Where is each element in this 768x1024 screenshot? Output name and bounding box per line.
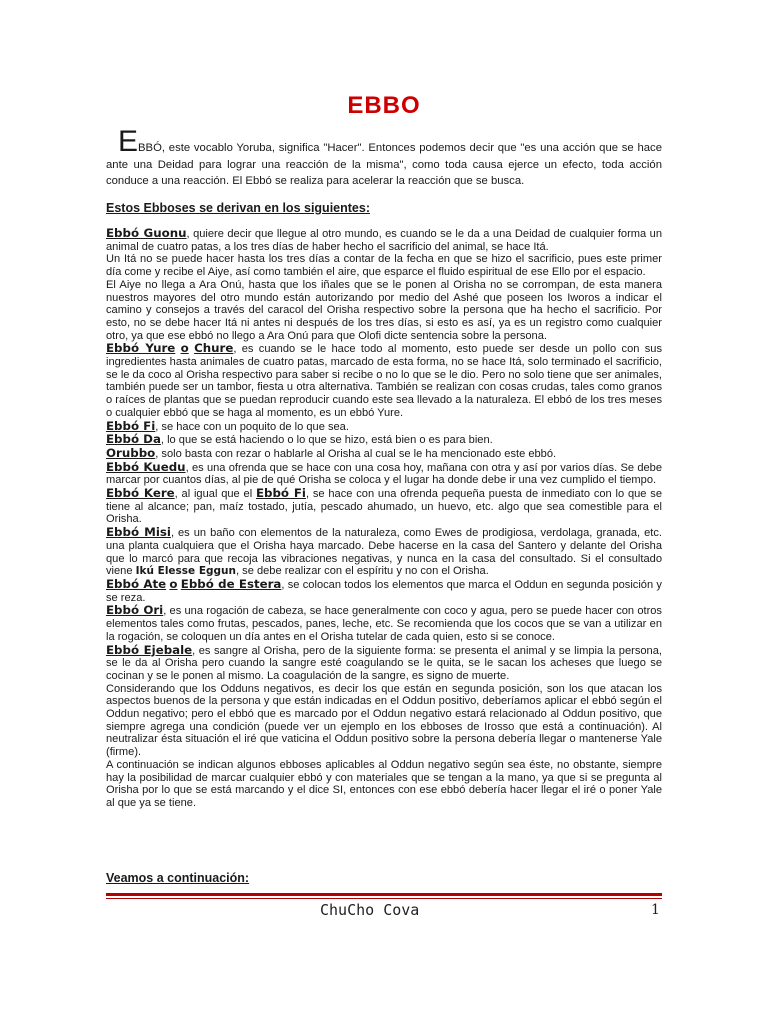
paragraph-considerando: Considerando que los Odduns negativos, es decir los que están en segunda posición, son los que atacan los aspectos buenos de la persona y que están indicadas en el Oddun positivo, deberíamos aplicar el ebbó según el Oddun negativo; pero el ebbó que es marcado por el Oddun negativo estará relacionado al Oddun positivo, que siempre agrega una condición (puede ver un ejemplo en los ebboses de Irosso que está a continuación). Al neutralizar ésta situación el iré que vaticina el Oddun positivo sobre la persona debería llegar o mantenerse Yale (firme). xyxy=(106,682,662,759)
paragraph-guonu xyxy=(106,227,662,253)
text-kere-2: , se hace con una ofrenda pequeña puesta de inmediato con lo que se tiene al alcance; pan, maíz tostado, jutía, pescado ahumado, un huevo, etc. algo que sea comestible para el Orisha. xyxy=(106,488,662,526)
paragraph-ori xyxy=(106,604,662,643)
paragraph-continuacion: A continuación se indican algunos ebboses aplicables al Oddun negativo según sea éste, no obstante, siempre hay la posibilidad de marcar cualquier ebbó y con materiales que se tengan a la mano, ya que si se pregunta al Orisha por lo que se está marcando y el dice SI, entonces con ese ebbó debería hacer llegar el iré o poner Yale al que ya se tiene. xyxy=(106,758,662,809)
drop-cap: E xyxy=(118,125,139,158)
text-yure: , es cuando se le hace todo al momento, esto puede ser desde un pollo con sus ingredientes hasta animales de cuatro patas, marcado de esta forma, no se hace Itá, solo terminado el sacrificio, se le da coco al Orisha respectivo para saber si recibe o no lo que se le dio. Pero no solo tiene que ser animales, también puede ser un tambor, fiesta u otra alternativa. También se realizan con cosas crudas, tales como granos o raíces de plantas que se puedan reproducir cuando este sea llevado a la naturaleza. El ebbó de los tres meses o cualquier ebbó que se haga al momento, es un ebbó Yure. xyxy=(106,343,662,419)
footer-rule-thick xyxy=(106,893,662,896)
paragraph-kuedu xyxy=(106,461,662,487)
term-ebbo-ejebale: Ebbó Ejebale xyxy=(106,642,193,657)
document-body xyxy=(106,227,662,810)
footer-rule-thin xyxy=(106,898,662,899)
term-ebbo-de-estera: Ebbó de Estera xyxy=(180,576,282,591)
intro-paragraph xyxy=(106,125,662,190)
paragraph-misi xyxy=(106,526,662,578)
paragraph-da xyxy=(106,433,662,447)
term-o-2: o xyxy=(169,576,178,591)
text-ejebale: , es sangre al Orisha, pero de la siguiente forma: se presenta el animal y se limpia la persona, se le da al Orisha pero cuando la sangre esté coagulando se le quita, se le sacan los acheses que luego se cocinan y se le ponen al mismo. La coagulación de la sangre, es signo de muerte. xyxy=(106,644,662,682)
veamos-heading: Veamos a continuación: xyxy=(106,871,250,885)
term-ebbo-fi: Ebbó Fi xyxy=(106,418,156,433)
paragraph-fi xyxy=(106,420,662,434)
paragraph-ate xyxy=(106,578,662,604)
text-da: , lo que se está haciendo o lo que se hizo, está bien o es para bien. xyxy=(160,434,493,447)
term-ebbo-guonu: Ebbó Guonu xyxy=(106,226,187,240)
text-ate: , se colocan todos los elementos que marca el Oddun en segunda posición y se reza. xyxy=(106,578,662,604)
text-kere-1: , al igual que el xyxy=(174,488,253,501)
text-fi: , se hace con un poquito de lo que sea. xyxy=(155,420,349,433)
intro-text: BBÓ, este vocablo Yoruba, significa "Hacer". Entonces podemos decir que "es una acción que se hace ante una Deidad para lograr una reacción de la misma", como toda causa ejerce un efecto, toda acción conduce a una reacción. El Ebbó se realiza para acelerar la reacción que se busca. xyxy=(106,142,662,187)
term-orubbo: Orubbo xyxy=(106,445,156,460)
term-ebbo-kere: Ebbó Kere xyxy=(106,486,175,501)
term-o: o xyxy=(180,341,189,356)
text-ori: , es una rogación de cabeza, se hace generalmente con coco y agua, pero se puede hacer con otros elementos tales como frutas, pescados, panes, leche, etc. Se recomienda que los cocos que se van a utilizar en la rogación, se coloquen un día antes en el Orisha tutelar de cada quien, esto si se conoce. xyxy=(106,605,662,643)
text-guonu: , quiere decir que llegue al otro mundo, es cuando se le da a una Deidad de cualquier forma un animal de cuatro patas, a los tres días de haber hecho el sacrificio del animal, se hace Itá. xyxy=(106,228,662,253)
name-iku-elesse-eggun: Ikú Elesse Eggun xyxy=(135,565,236,578)
section-heading: Estos Ebboses se derivan en los siguientes: xyxy=(106,201,370,215)
term-ebbo-da: Ebbó Da xyxy=(106,432,161,447)
page-number: 1 xyxy=(651,902,660,918)
text-kuedu: , es una ofrenda que se hace con una cosa hoy, mañana con otra y así por varios días. Se debe marcar por cuantos días, al pie de qué Orisha se coloca y el lugar ha donde debe ir una vez cumplido el tiempo. xyxy=(106,461,663,487)
text-misi-2: , se debe realizar con el espíritu y no con el Orisha. xyxy=(235,565,489,578)
term-ebbo-ori: Ebbó Ori xyxy=(106,603,164,618)
term-ebbo-kuedu: Ebbó Kuedu xyxy=(106,459,186,474)
page-title: EBBO xyxy=(347,92,421,119)
paragraph-ita-2: El Aiye no llega a Ara Onú, hasta que los iñales que se le ponen al Orisha no se corrompan, de esta manera nuestros mayores del otro mundo están autorizando por medio del Ashé que poseen los Iworos a indicar el camino y consejos a través del caracol del Orisha respectivo sobre la persona que ha hecho el sacrificio. Por esto, no se debe hacer Itá ni antes ni después de los tres días, si esto es así, ya es un registro como cualquier otro, ya que ese ebbó no llego a Ara Onú para que Olofi dicte sentencia sobre la persona. xyxy=(106,278,662,342)
term-ebbo-yure: Ebbó Yure xyxy=(106,341,176,356)
paragraph-kere xyxy=(106,487,662,526)
text-misi-1: , es un baño con elementos de la naturaleza, como Ewes de prodigiosa, verdolaga, granada, etc. una planta cualquiera que el Orisha haya marcado. Debe hacerse en la casa del Santero y delante del Orisha que lo marcó para que recoja las vibraciones negativas, y nunca en la casa del consultado. Si el consultado viene xyxy=(106,527,662,578)
term-ebbo-misi: Ebbó Misi xyxy=(106,525,171,540)
term-ebbo-ate: Ebbó Ate xyxy=(106,576,167,591)
footer-author: ChuCho Cova xyxy=(320,901,420,919)
text-orubbo: , solo basta con rezar o hablarle al Orisha al cual se le ha mencionado este ebbó. xyxy=(155,447,557,460)
term-ebbo-fi-ref: Ebbó Fi xyxy=(255,486,306,501)
paragraph-yure xyxy=(106,342,662,419)
paragraph-orubbo xyxy=(106,447,662,461)
paragraph-ejebale xyxy=(106,644,662,683)
paragraph-ita-1: Un Itá no se puede hacer hasta los tres días a contar de la fecha en que se hizo el sacrificio, pues este primer día come y recibe el Aiye, así como también el aire, que esparce el fluido espiritual de ese Ello por el espacio. xyxy=(106,253,662,279)
term-chure: Chure xyxy=(194,341,234,356)
